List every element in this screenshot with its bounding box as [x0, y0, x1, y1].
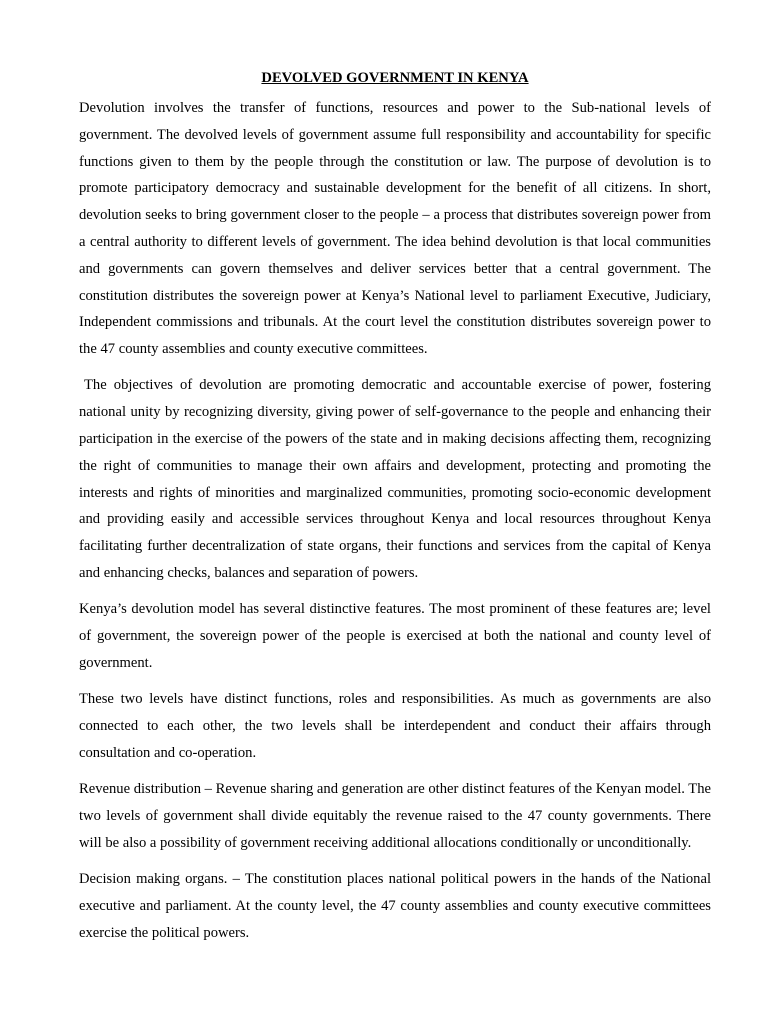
document-title: DEVOLVED GOVERNMENT IN KENYA	[261, 70, 529, 86]
paragraph-revenue-distribution: Revenue distribution – Revenue sharing and generation are other distinct features of the Kenyan model. The two levels of government shall divide equitably the revenue raised to the 47 county governments. There will be also a possibility of government receiving additional allocations conditionally or unconditionally.	[79, 781, 711, 851]
paragraph-distinctive-features: Kenya’s devolution model has several distinctive features. The most prominent of these features are; level of government, the sovereign power of the people is exercised at both the national and county level of government.	[79, 601, 711, 671]
paragraph-devolution-definition: Devolution involves the transfer of functions, resources and power to the Sub-national levels of government. The devolved levels of government assume full responsibility and accountability for specific functions given to them by the people through the constitution or law. The purpose of devolution is to promote participatory democracy and sustainable development for the benefit of all citizens. In short, devolution seeks to bring government closer to the people – a process that distributes sovereign power from a central authority to different levels of government. The idea behind devolution is that local communities and governments can govern themselves and deliver services better that a central government. The constitution distributes the sovereign power at Kenya’s National level to parliament Executive, Judiciary, Independent commissions and tribunals. At the court level the constitution distributes sovereign power to the 47 county assemblies and county executive committees.	[79, 100, 711, 358]
paragraph-objectives: The objectives of devolution are promoting democratic and accountable exercise of power, fostering national unity by recognizing diversity, giving power of self-governance to the people and enhancing their participation in the exercise of the powers of the state and in making decisions affecting them, recognizing the right of communities to manage their own affairs and development, protecting and promoting the interests and rights of minorities and marginalized communities, promoting socio-economic development and providing easily and accessible services throughout Kenya and local resources throughout Kenya facilitating further decentralization of state organs, their functions and services from the capital of Kenya and enhancing checks, balances and separation of powers.	[79, 377, 711, 582]
document-page	[79, 68, 711, 956]
paragraph-decision-making-organs: Decision making organs. – The constitution places national political powers in the hands of the National executive and parliament. At the county level, the 47 county assemblies and county executive committees exercise the political powers.	[79, 871, 711, 941]
paragraph-two-levels: These two levels have distinct functions, roles and responsibilities. As much as governments are also connected to each other, the two levels shall be interdependent and conduct their affairs through consultation and co-operation.	[79, 691, 711, 761]
